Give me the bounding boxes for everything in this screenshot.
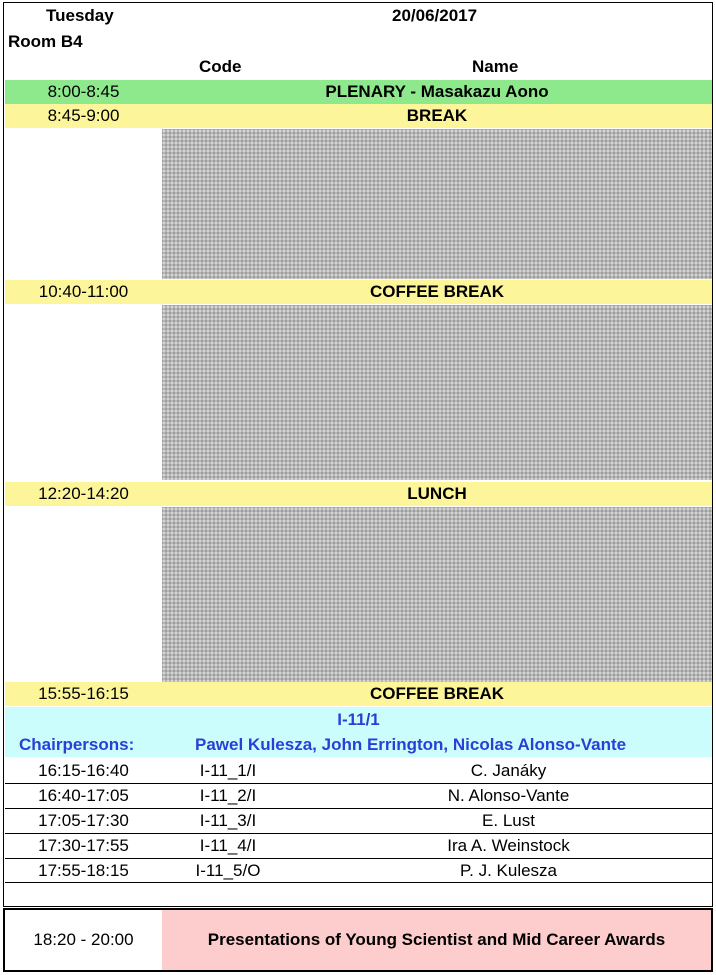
talk-speaker: E. Lust xyxy=(482,811,535,830)
coffee-break-time-2: 15:55-16:15 xyxy=(38,684,129,703)
session-code: I-11/1 xyxy=(337,710,380,729)
talk-time: 17:55-18:15 xyxy=(38,861,129,880)
evening-time: 18:20 - 20:00 xyxy=(33,930,134,949)
evening-title: Presentations of Young Scientist and Mid Career Awards xyxy=(162,910,711,970)
table-row xyxy=(5,858,712,883)
break-time: 8:45-9:00 xyxy=(47,106,120,125)
name-column-header: Name xyxy=(472,57,519,76)
lunch-row xyxy=(5,482,712,506)
coffee-break-row-1 xyxy=(5,280,712,304)
talk-code: I-11_5/O xyxy=(195,861,261,880)
break-label: BREAK xyxy=(406,106,468,125)
talk-time: 17:30-17:55 xyxy=(38,836,129,855)
coffee-break-row-2 xyxy=(5,682,712,706)
talk-speaker: Ira A. Weinstock xyxy=(447,836,570,855)
date-label: 20/06/2017 xyxy=(392,6,478,25)
talk-time: 17:05-17:30 xyxy=(38,811,129,830)
table-row xyxy=(5,833,712,858)
room-label: Room B4 xyxy=(8,32,83,51)
break-row xyxy=(5,104,712,128)
chairpersons-names: Pawel Kulesza, John Errington, Nicolas Alonso-Vante xyxy=(195,735,627,754)
talk-code: I-11_4/I xyxy=(199,836,257,855)
table-row xyxy=(5,758,712,783)
talk-code: I-11_3/I xyxy=(199,811,257,830)
table-row xyxy=(5,808,712,833)
session-header xyxy=(5,707,712,757)
unavailable-block-morning xyxy=(162,129,712,279)
talk-speaker: C. Janáky xyxy=(470,761,547,780)
talk-speaker: N. Alonso-Vante xyxy=(447,786,570,805)
plenary-time: 8:00-8:45 xyxy=(47,82,120,101)
talk-speaker: P. J. Kulesza xyxy=(459,861,558,880)
evening-session xyxy=(3,908,713,972)
lunch-time: 12:20-14:20 xyxy=(38,484,129,503)
row-divider xyxy=(5,882,712,883)
coffee-break-time-1: 10:40-11:00 xyxy=(38,282,129,301)
chairpersons-label: Chairpersons: xyxy=(19,735,135,754)
coffee-break-label-2: COFFEE BREAK xyxy=(369,684,505,703)
table-row xyxy=(5,783,712,808)
talk-code: I-11_2/I xyxy=(199,786,257,805)
lunch-label: LUNCH xyxy=(407,484,467,503)
coffee-break-label-1: COFFEE BREAK xyxy=(369,282,505,301)
talk-time: 16:40-17:05 xyxy=(38,786,129,805)
unavailable-block-afternoon xyxy=(162,507,712,682)
code-column-header: Code xyxy=(199,57,242,76)
talk-code: I-11_1/I xyxy=(199,761,257,780)
day-label: Tuesday xyxy=(46,6,114,25)
talk-time: 16:15-16:40 xyxy=(38,761,129,780)
plenary-title: PLENARY - Masakazu Aono xyxy=(325,82,549,101)
unavailable-block-midday xyxy=(162,305,712,480)
plenary-row xyxy=(5,80,712,104)
